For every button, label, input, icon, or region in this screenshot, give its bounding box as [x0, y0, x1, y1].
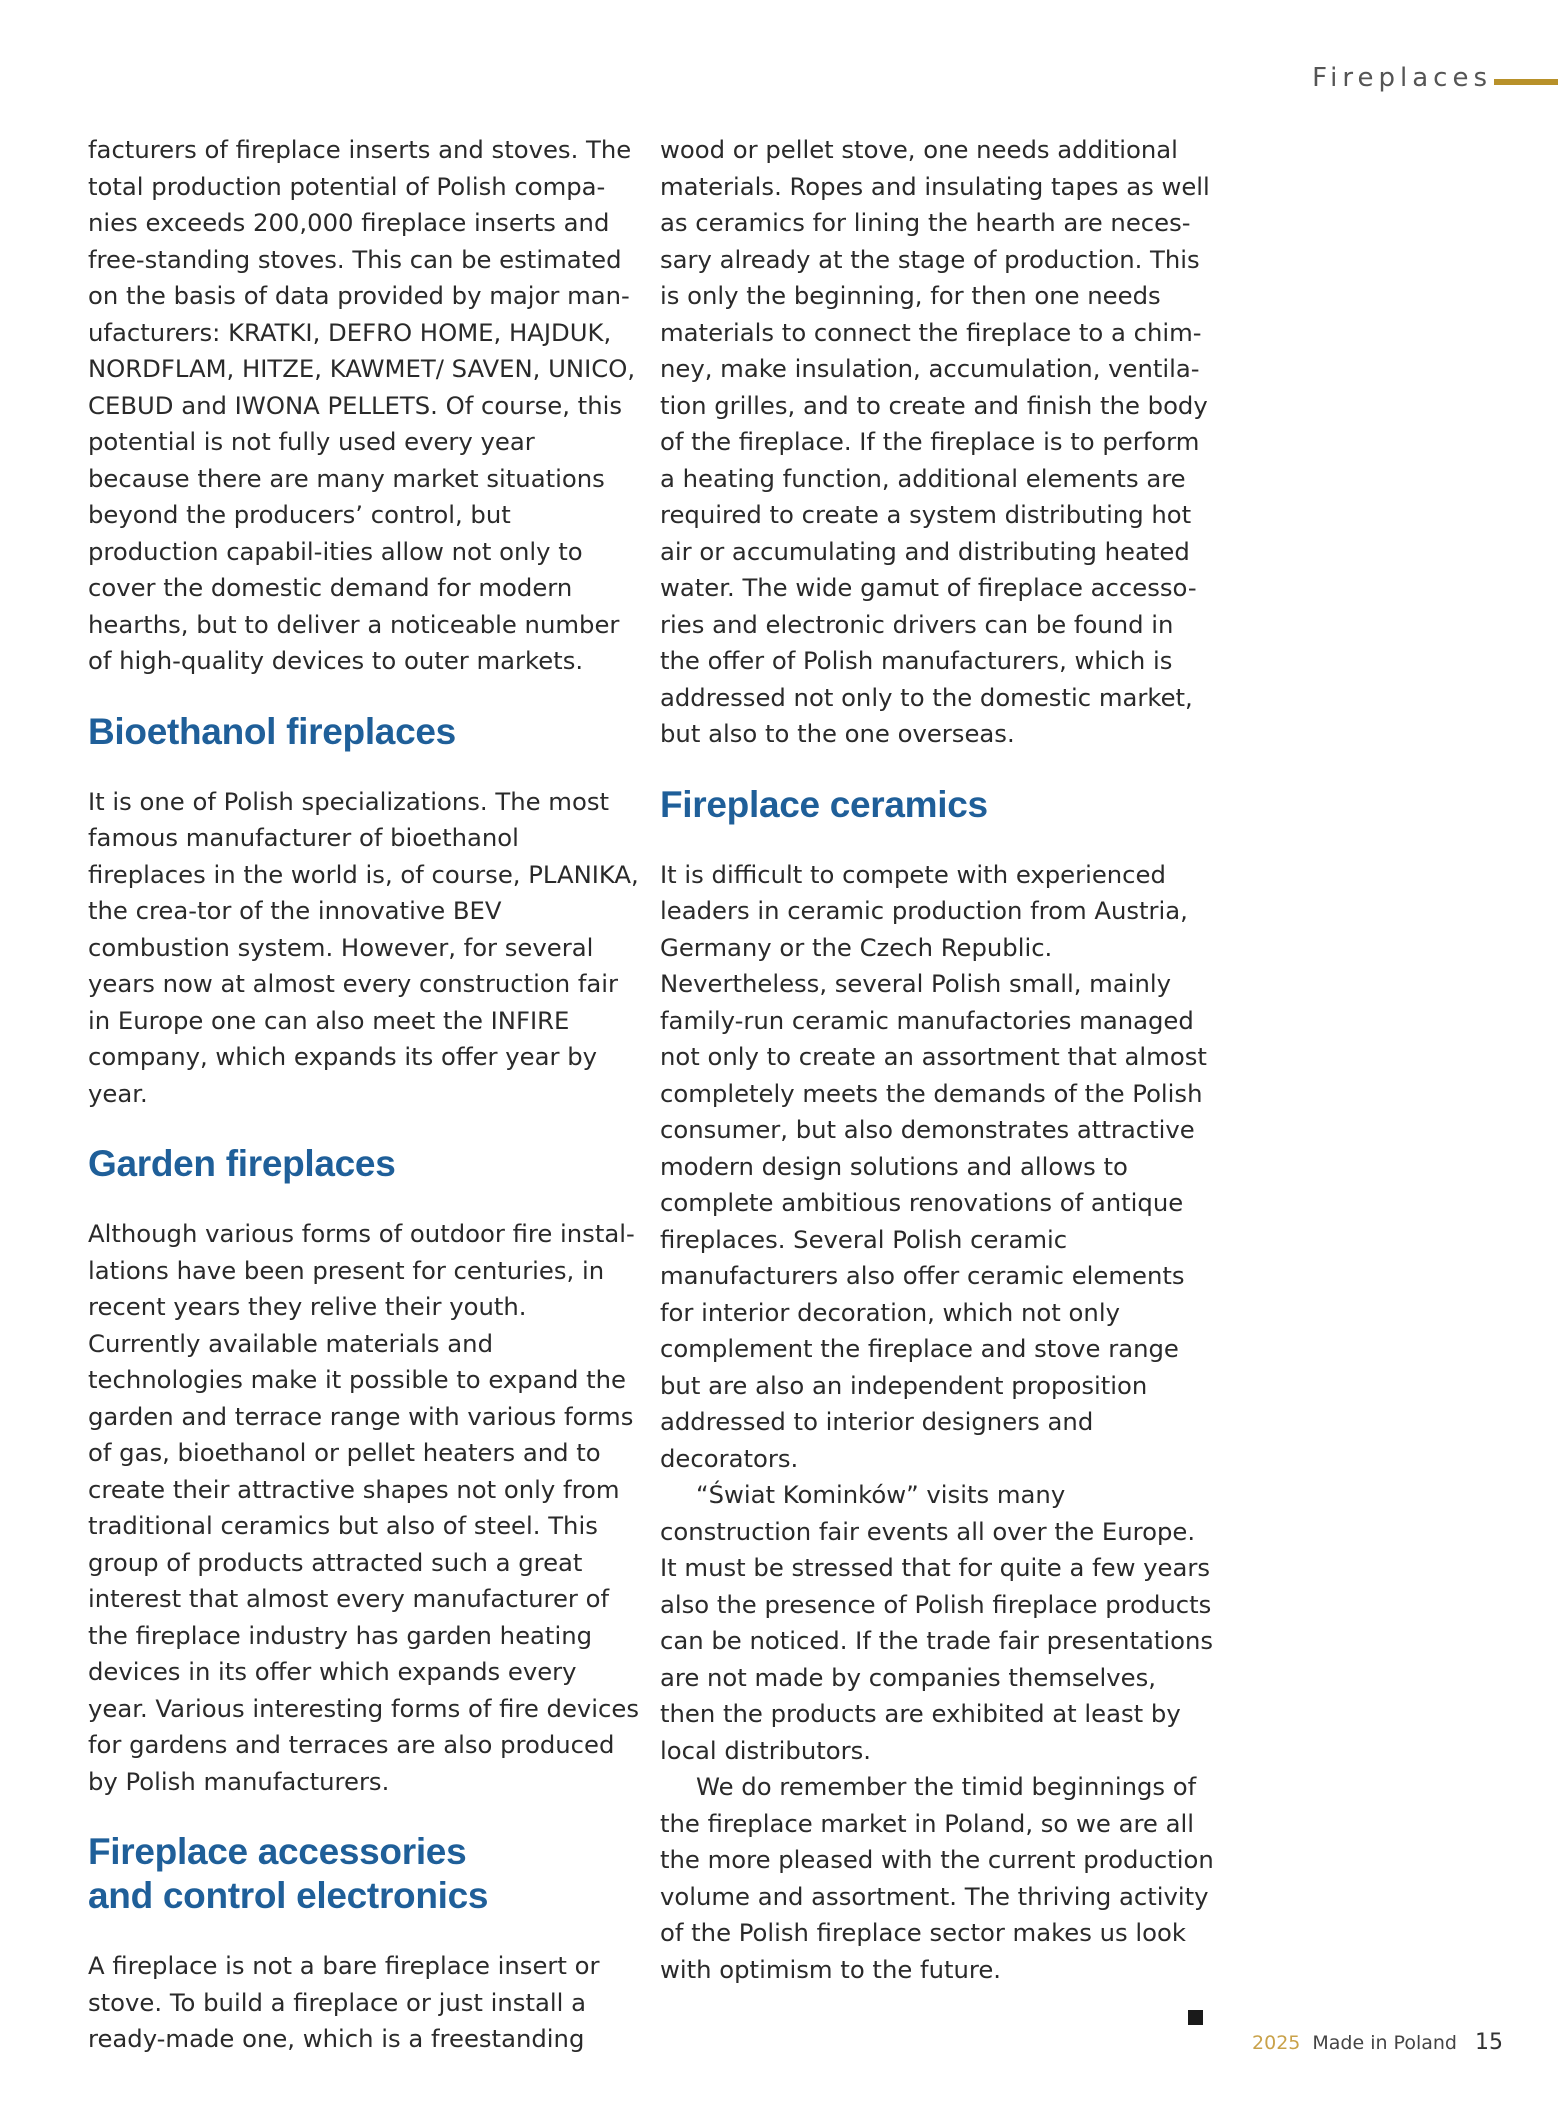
paragraph-accessories-start: A fireplace is not a bare fireplace insert or stove. To build a fireplace or just install a ready-made one, which is a freestanding: [88, 1951, 600, 2053]
header-accent-bar: [1494, 79, 1558, 85]
right-column: [660, 132, 1215, 2025]
article-end-mark: [1188, 2010, 1203, 2025]
paragraph-garden: Although various forms of outdoor fire instal-lations have been present for centuries, in recent years they relive their youth. Currently available materials and technologies make it possible to expand the garden and terrace range with various forms of gas, bioethanol or pellet heaters and to create their attractive shapes not only from traditional ceramics but also of steel. This group of products attracted such a great interest that almost every manufacturer of the fireplace industry has garden heating devices in its offer which expands every year. Various interesting forms of fire devices for gardens and terraces are also produced by Polish manufacturers.: [88, 1219, 640, 1796]
section-title: Fireplaces: [1312, 63, 1492, 93]
heading-accessories: Fireplace accessories and control electronics: [88, 1831, 489, 1916]
paragraph-intro: facturers of fireplace inserts and stoves. The total production potential of Polish compa-nies exceeds 200,000 fireplace inserts and free-standing stoves. This can be estimated on the basis of data provided by major man-ufacturers: KRATKI, DEFRO HOME, HAJDUK, NORDFLAM, HITZE, KAWMET/ SAVEN, UNICO, CEBUD and IWONA PELLETS. Of course, this potential is not fully used every year because there are many market situations beyond the producers’ control, but production capabil-ities allow not only to cover the domestic demand for modern hearths, but to deliver a noticeable number of high-quality devices to outer markets.: [88, 135, 636, 675]
running-header: [1312, 58, 1558, 98]
page-number: 15: [1475, 2030, 1503, 2055]
paragraph-accessories-continued: wood or pellet stove, one needs additional materials. Ropes and insulating tapes as well as ceramics for lining the hearth are neces-sary already at the stage of production. This is only the beginning, for then one needs materials to connect the fireplace to a chim-ney, make insulation, accumulation, ventila-tion grilles, and to create and finish the body of the fireplace. If the fireplace is to perform a heating function, additional elements are required to create a system distributing hot air or accumulating and distributing heated water. The wide gamut of fireplace accesso-ries and electronic drivers can be found in the offer of Polish manufacturers, which is addressed not only to the domestic market, but also to the one overseas.: [660, 135, 1210, 748]
left-column: [88, 132, 643, 2058]
paragraph-conclusion: We do remember the timid beginnings of the fireplace market in Poland, so we are all the more pleased with the current production volume and assortment. The thriving activity of the Polish fireplace sector makes us look with optimism to the future.: [660, 1772, 1214, 1984]
heading-ceramics: Fireplace ceramics: [660, 783, 988, 825]
footer-year: 2025: [1252, 2032, 1301, 2054]
page-footer: [1252, 2030, 1503, 2055]
paragraph-swiat-kominkow: “Świat Kominków” visits many construction fair events all over the Europe. It must be stressed that for quite a few years also the presence of Polish fireplace products can be noticed. If the trade fair presentations are not made by companies themselves, then the products are exhibited at least by local distributors.: [660, 1480, 1214, 1765]
footer-publication: Made in Poland: [1312, 2032, 1457, 2054]
paragraph-bioethanol: It is one of Polish specializations. The most famous manufacturer of bioethanol fireplaces in the world is, of course, PLANIKA, the crea-tor of the innovative BEV combustion system. However, for several years now at almost every construction fair in Europe one can also meet the INFIRE company, which expands its offer year by year.: [88, 786, 639, 1108]
heading-bioethanol: Bioethanol fireplaces: [88, 710, 456, 752]
paragraph-ceramics: It is difficult to compete with experienced leaders in ceramic production from Austria, Germany or the Czech Republic. Nevertheless, several Polish small, mainly family-run ceramic manufactories managed not only to create an assortment that almost completely meets the demands of the Polish consumer, but also demonstrates attractive modern design solutions and allows to complete ambitious renovations of antique fireplaces. Several Polish ceramic manufacturers also offer ceramic elements for interior decoration, which not only complement the fireplace and stove range but are also an independent proposition addressed to interior designers and decorators.: [660, 859, 1207, 1473]
heading-garden: Garden fireplaces: [88, 1143, 396, 1184]
